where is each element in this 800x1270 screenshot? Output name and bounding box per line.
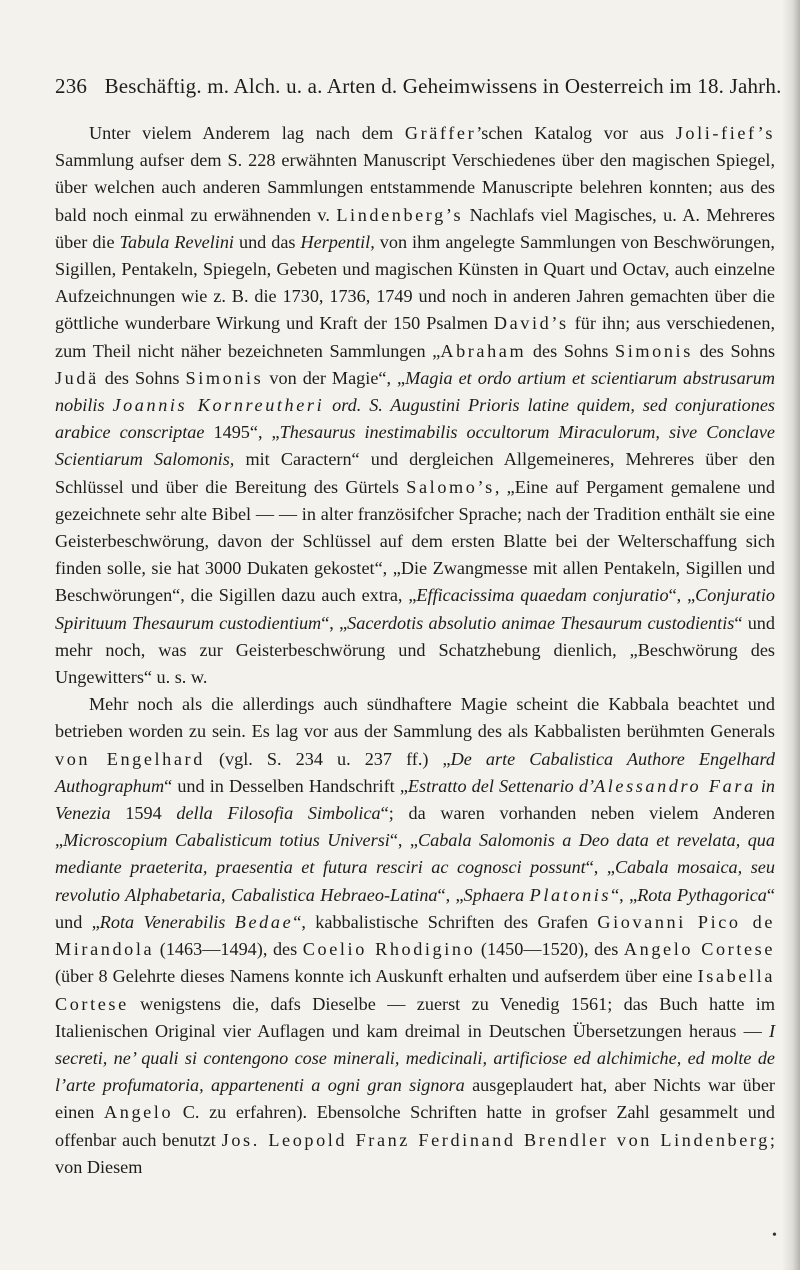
text-run: Sammlung aufser dem S. 228 erwähnten Manuscript Verschiedenes über den magischen Spiegel, über welchen auch anderen Sammlungen entstammende Manuscripte belehren konnten; aus des bald noch einmal zu erwähnenden v. [55,150,775,225]
spaced-name: Simonis [185,367,264,388]
spaced-name: Simonis [615,340,693,361]
italic-title: Sphaera [463,884,530,905]
paragraph [55,691,775,1181]
italic-title: Cabala mosaica, seu revolutio Alphabetaria, Cabalistica Hebraeo-Latina [55,857,775,905]
text-run: des Sohns [692,340,776,361]
text-run: (1450—1520), des [475,939,624,960]
spaced-name: Jos. Leopold Franz Ferdinand Brendler von Lindenberg [221,1129,770,1150]
text-run: Unter vielem Anderem lag nach dem [89,123,405,143]
spaced-name: Salomo’s [406,476,495,497]
text-run: “ und mehr noch, was zur Geisterbeschwörung und Schatzhebung dienlich, „Beschwörung des Ungewitters“ u. s. w. [55,612,775,688]
text-run: “, „ [437,884,464,905]
italic-title: Microscopium Cabalisticum totius Universi [63,830,390,851]
text-run: , „Eine auf Pergament gemalene und gezeichnete sehr alte Bibel — — in alter französifcher Sprache; nach der Tradition enthält sie eine Geisterbeschwörung, davon der Schlüssel auf dem ersten Blatte bei der Welterschaffung sich finden solle, sie hat 3000 Dukaten gekostet“, „Die Zwangmesse mit allen Pentakeln, Sigillen und Beschwörungen“, die Sigillen dazu auch extra, „ [55,476,775,606]
page-edge-shadow [782,0,800,1270]
text-run: “, „ [668,585,696,606]
text-run: Nachlafs viel Magisches, u. A. Mehreres über die [55,204,775,252]
italic-title: Sacerdotis absolutio animae Thesaurum custodientis [347,612,735,633]
italic-title: Herpentil, [300,231,375,252]
margin-mark: • [772,1228,777,1243]
italic-title: I secreti, ne’ quali si contengono cose minerali, medicinali, artificiose ed alchimiche, ed molte de l’arte profumatoria, appartenenti a ogni gran signora [55,1020,775,1096]
text-run: “, „ [321,612,348,633]
spaced-name: Coelio Rhodigino [302,939,476,960]
text-run: “, „ [611,884,638,905]
italic-title: Estratto del Settenario d’ [407,775,595,796]
text-run: mit Caractern“ und dergleichen Allgemeineres, Mehreres über den Schlüssel und über die Bereitung des Gürtels [55,449,775,497]
text-run: ’schen Katalog vor aus [476,123,676,143]
text-run: wenigstens die, dafs Dieselbe — zuerst zu Venedig 1561; das Buch hatte im Italienischen Original vier Auflagen und kam dreimal in Deutschen Übersetzungen heraus — [55,993,775,1041]
text-run: “ und „ [55,884,775,932]
paragraph [55,120,775,691]
text-run: (vgl. S. 234 u. 237 ff.) „ [204,748,451,769]
italic-title: Rota Venerabilis [99,911,235,932]
body-text [55,120,775,1181]
text-run: von der Magie“, „ [263,367,406,388]
spaced-name: Judä [55,367,99,388]
spaced-name: Alessandro Fara [594,775,756,796]
text-run: 1495“, „ [204,422,280,443]
text-run: für ihn; aus verschiedenen, zum Theil nicht näher bezeichneten Sammlungen „ [55,313,775,361]
italic-title: Magia et ordo artium et scientiarum abstrusarum nobilis [55,367,775,416]
text-run: 1594 [110,803,177,824]
text-run: (1463—1494), des [154,939,303,960]
italic-title: ord. S. Augustini [324,395,469,416]
running-title: Beschäftig. m. Alch. u. a. Arten d. Geheimwissens in Oesterreich im 18. Jahrh. [104,74,782,98]
italic-title: Conjuratio Spirituum Thesaurum custodientium [55,585,775,633]
text-run: des Sohns [526,340,616,361]
italic-title: in Venezia [55,775,775,824]
text-run: (über 8 Gelehrte dieses Namens konnte ich Auskunft erhalten und aufserdem über eine [55,966,698,987]
text-run: Mehr noch als die allerdings auch sündhaftere Magie scheint die Kabbala beachtet und betrieben worden zu sein. Es lag vor aus der Sammlung des als Kabbalisten berühmten Generals [55,694,775,742]
text-run: ; von Diesem [55,1129,775,1177]
spaced-name: Abraham [440,340,527,361]
spaced-name: Joannis Kornreutheri [112,395,325,416]
italic-title: De arte Cabalistica Authore Engelhard Authographum [55,748,776,796]
text-run: “, „ [585,857,615,878]
spaced-name: Joli-fief’s [675,123,776,143]
spaced-name: von Engelhard [55,748,205,769]
spaced-name: Gräffer [404,123,477,143]
spaced-name: Isabella Cortese [55,966,775,1014]
text-run: C. zu erfahren). Ebensolche Schriften hatte in grofser Zahl gesammelt und offenbar auch benutzt [55,1102,775,1150]
text-run: “; da waren vorhanden neben vielem Anderen „ [55,803,775,851]
text-run: “, kabbalistische Schriften des Grafen [293,911,598,932]
text-run: “ und in Desselben Handschrift „ [164,775,408,796]
spaced-name: Giovanni Pico de Mirandola [55,911,775,960]
spaced-name: Lindenberg’s [336,204,464,225]
text-run: des Sohns [98,367,186,388]
text-run: und das [233,231,301,252]
italic-title: della Filosofia Simbolica [176,803,381,824]
italic-title: Thesaurus inestimabilis occultorum Miraculorum, sive Conclave Scientiarum Salomonis, [55,422,775,470]
italic-title: Rota Pythagorica [637,884,767,905]
spaced-name: Angelo [104,1102,174,1123]
italic-title: Efficacissima quaedam conjuratio [416,585,669,606]
italic-title: Cabala Salomonis a Deo data et revelata, qua mediante praeterita, praesentia et futura resciri ac cognosci possunt [55,830,775,878]
spaced-name: Platonis [529,884,612,905]
italic-title: Prioris latine quidem, sed conjurationes arabice conscriptae [55,395,775,443]
spaced-name: David’s [493,313,569,334]
text-run: von ihm angelegte Sammlungen von Beschwörungen, Sigillen, Pentakeln, Spiegeln, Gebeten und magischen Künsten in Quart und Octav, auch einzelne Aufzeichnungen wie z. B. die 1730, 1736, 1749 und noch in anderen Jahren gemachten über die göttliche wunderbare Wirkung und Kraft der 150 Psalmen [55,231,775,334]
text-run: ausgeplaudert hat, aber Nichts war über einen [55,1075,775,1123]
text-run: “, „ [389,830,418,851]
spaced-name: Bedae [234,911,294,932]
running-header [55,74,782,99]
italic-title: Tabula Revelini [119,231,234,252]
spaced-name: Angelo Cortese [623,939,776,960]
page-number: 236 [55,74,88,98]
